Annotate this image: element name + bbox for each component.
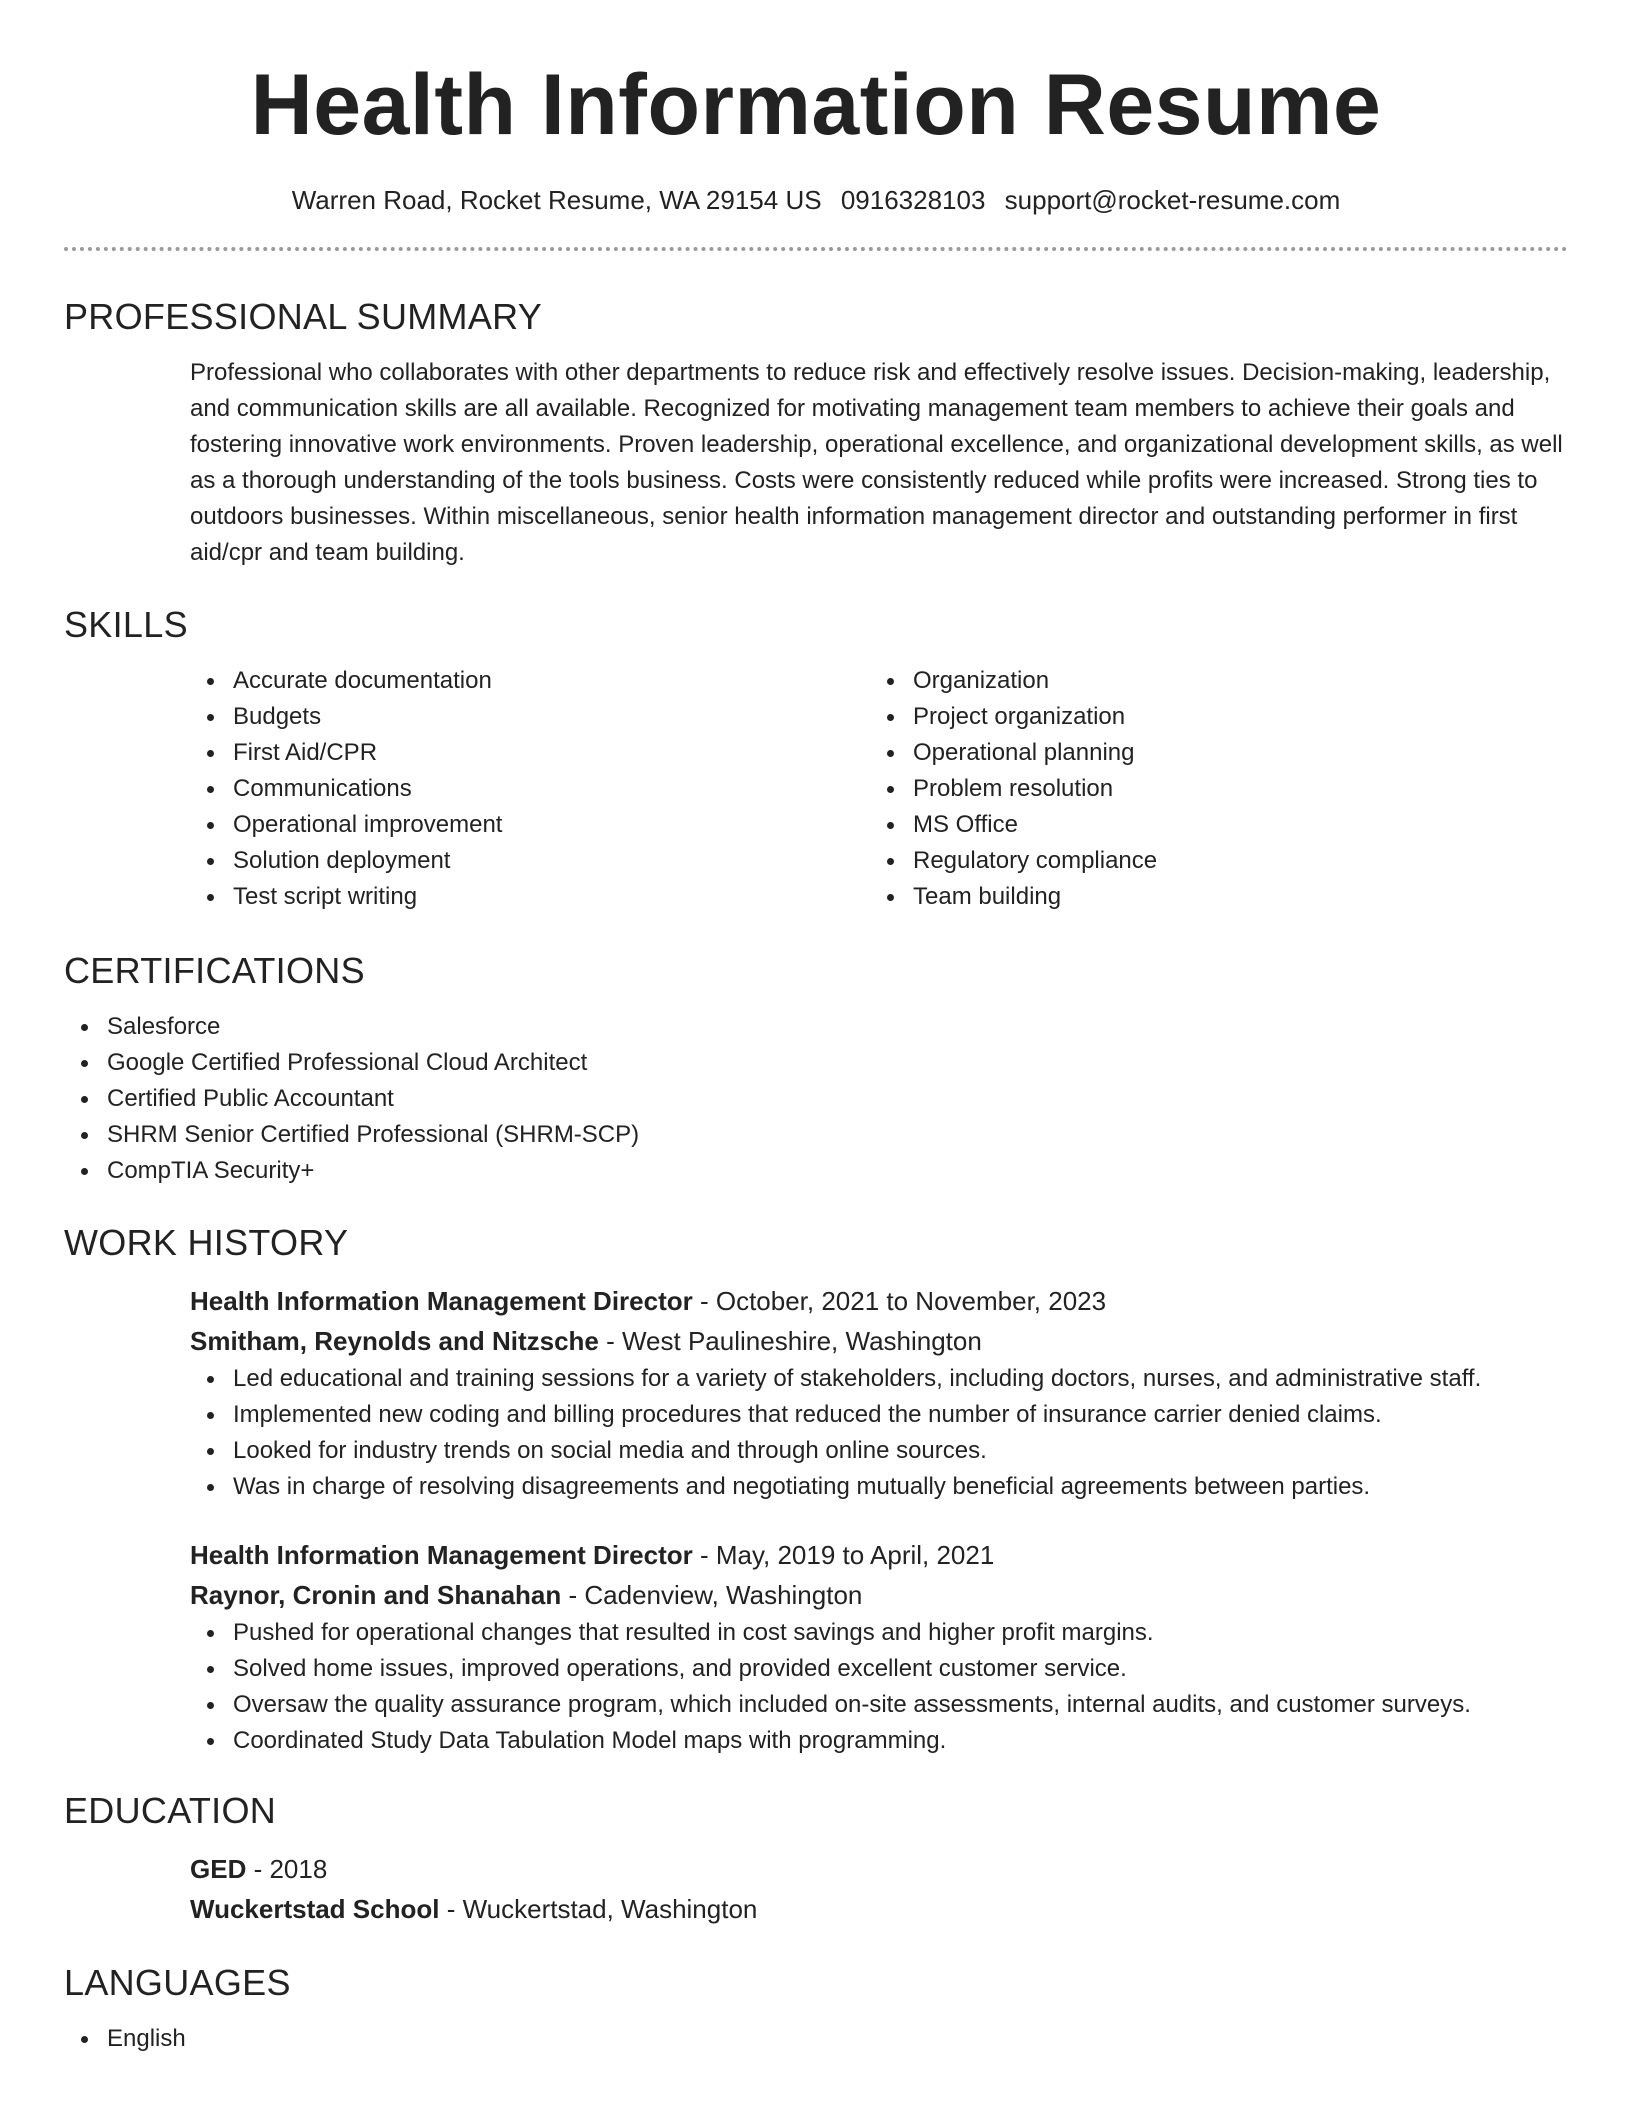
skill-item: Communications <box>190 771 870 807</box>
skill-item: Regulatory compliance <box>870 843 1550 879</box>
job-title-line <box>190 1535 1568 1575</box>
education-year: - 2018 <box>246 1854 328 1884</box>
skill-item: Organization <box>870 663 1550 699</box>
contact-line <box>64 183 1568 217</box>
resume-name: Health Information Resume <box>250 57 1382 153</box>
skill-item: Operational improvement <box>190 807 870 843</box>
skill-item: Budgets <box>190 699 870 735</box>
education-entry <box>190 1849 1568 1929</box>
job-location: - Cadenview, Washington <box>561 1580 863 1610</box>
work-history-section <box>64 1221 1568 1759</box>
education-degree: GED <box>190 1854 247 1884</box>
skills-grid <box>190 663 1568 915</box>
education-heading: EDUCATION <box>64 1790 277 1831</box>
certifications-list <box>64 1009 1568 1189</box>
job-company: Raynor, Cronin and Shanahan <box>190 1580 562 1610</box>
job-company: Smitham, Reynolds and Nitzsche <box>190 1326 599 1356</box>
summary-heading: PROFESSIONAL SUMMARY <box>64 296 543 337</box>
job-role: Health Information Management Director <box>190 1286 693 1316</box>
job-bullets <box>190 1615 1568 1759</box>
skills-right-list <box>870 663 1550 915</box>
job-bullet: Was in charge of resolving disagreements and negotiating mutually beneficial agreements between parties. <box>190 1469 1568 1505</box>
resume-header <box>64 0 1568 251</box>
languages-list <box>64 2021 1568 2057</box>
work-history-heading: WORK HISTORY <box>64 1222 349 1263</box>
skill-item: Accurate documentation <box>190 663 870 699</box>
education-section <box>64 1789 1568 1929</box>
skills-heading: SKILLS <box>64 604 188 645</box>
job-bullet: Coordinated Study Data Tabulation Model maps with programming. <box>190 1723 1568 1759</box>
education-school-line <box>190 1889 1568 1929</box>
languages-heading: LANGUAGES <box>64 1962 291 2003</box>
job-location: - West Paulineshire, Washington <box>598 1326 982 1356</box>
contact-email: support@rocket-resume.com <box>1004 185 1341 215</box>
job-entry <box>190 1281 1568 1505</box>
skill-item: Test script writing <box>190 879 870 915</box>
skill-item: Problem resolution <box>870 771 1550 807</box>
language-item: English <box>64 2021 1568 2057</box>
job-bullet: Solved home issues, improved operations, and provided excellent customer service. <box>190 1651 1568 1687</box>
skills-left-list <box>190 663 870 915</box>
job-bullet: Led educational and training sessions for a variety of stakeholders, including doctors, nurses, and administrative staff. <box>190 1361 1568 1397</box>
certification-item: Salesforce <box>64 1009 1568 1045</box>
skill-item: First Aid/CPR <box>190 735 870 771</box>
job-company-line <box>190 1321 1568 1361</box>
header-divider <box>64 247 1568 251</box>
skills-section <box>64 603 1568 915</box>
certification-item: Certified Public Accountant <box>64 1081 1568 1117</box>
skill-item: Team building <box>870 879 1550 915</box>
contact-address: Warren Road, Rocket Resume, WA 29154 US <box>291 185 822 215</box>
education-location: - Wuckertstad, Washington <box>439 1894 758 1924</box>
job-dates: - October, 2021 to November, 2023 <box>692 1286 1107 1316</box>
certification-item: CompTIA Security+ <box>64 1153 1568 1189</box>
job-entry <box>190 1535 1568 1759</box>
contact-phone: 0916328103 <box>840 185 986 215</box>
skill-item: MS Office <box>870 807 1550 843</box>
job-bullets <box>190 1361 1568 1505</box>
education-school: Wuckertstad School <box>190 1894 440 1924</box>
certifications-heading: CERTIFICATIONS <box>64 950 365 991</box>
skill-item: Operational planning <box>870 735 1550 771</box>
job-bullet: Pushed for operational changes that resulted in cost savings and higher profit margins. <box>190 1615 1568 1651</box>
job-role: Health Information Management Director <box>190 1540 693 1570</box>
skill-item: Solution deployment <box>190 843 870 879</box>
job-company-line <box>190 1575 1568 1615</box>
skill-item: Project organization <box>870 699 1550 735</box>
certifications-section <box>64 949 1568 1189</box>
certification-item: Google Certified Professional Cloud Architect <box>64 1045 1568 1081</box>
job-bullet: Looked for industry trends on social media and through online sources. <box>190 1433 1568 1469</box>
languages-section <box>64 1961 1568 2057</box>
job-bullet: Implemented new coding and billing procedures that reduced the number of insurance carrier denied claims. <box>190 1397 1568 1433</box>
summary-section <box>64 295 1568 571</box>
summary-text: Professional who collaborates with other departments to reduce risk and effectively resolve issues. Decision-making, leadership, and communication skills are all available. Recognized for motivating management team members to achieve their goals and fostering innovative work environments. Proven leadership, operational excellence, and organizational development skills, as well as a thorough understanding of the tools business. Costs were consistently reduced while profits were increased. Strong ties to outdoors businesses. Within miscellaneous, senior health information management director and outstanding performer in first aid/cpr and team building. <box>190 359 1563 566</box>
job-dates: - May, 2019 to April, 2021 <box>692 1540 995 1570</box>
certification-item: SHRM Senior Certified Professional (SHRM-SCP) <box>64 1117 1568 1153</box>
education-degree-line <box>190 1849 1568 1889</box>
job-title-line <box>190 1281 1568 1321</box>
job-bullet: Oversaw the quality assurance program, which included on-site assessments, internal audits, and customer surveys. <box>190 1687 1568 1723</box>
